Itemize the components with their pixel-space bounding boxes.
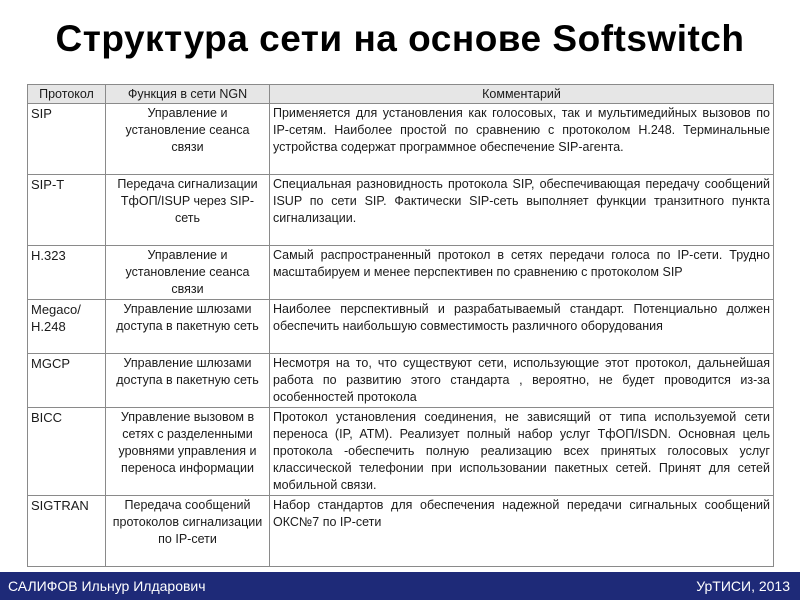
- comment-cell: Протокол установления соединения, не зависящий от типа используемой сети переноса (IP, ATM). Реализует полный набор услуг ТфОП/ISDN. Основная цель протокола -обеспечить полную реализацию всех принятых голосовых услуг классической телефонии при использовании пакетных сетей. Принят для сетей мобильной связи.: [270, 408, 774, 496]
- protocol-cell: SIP: [28, 104, 106, 175]
- footer-author: САЛИФОВ Ильнур Илдарович: [8, 578, 206, 594]
- header-function: Функция в сети NGN: [106, 85, 270, 104]
- protocol-cell: MGCP: [28, 354, 106, 408]
- table-row: [28, 300, 774, 354]
- table-row: [28, 354, 774, 408]
- table-row: [28, 104, 774, 175]
- table-row: [28, 246, 774, 300]
- protocol-cell: H.323: [28, 246, 106, 300]
- table-row: [28, 175, 774, 246]
- comment-cell: Специальная разновидность протокола SIP, обеспечивающая передачу сообщений ISUP по сети SIP. Фактически SIP-сеть выполняет функции транзитного пункта сигнализации.: [270, 175, 774, 246]
- function-cell: Передача сигнализации ТфОП/ISUP через SIP-сеть: [106, 175, 270, 246]
- header-protocol: Протокол: [28, 85, 106, 104]
- table-row: [28, 408, 774, 496]
- page-title: Структура сети на основе Softswitch: [55, 18, 745, 59]
- comment-cell: Набор стандартов для обеспечения надежной передачи сигнальных сообщений ОКС№7 по IP-сети: [270, 496, 774, 567]
- comment-cell: Применяется для установления как голосовых, так и мультимедийных вызовов по IP-сетям. Наиболее простой по сравнению с протоколом H.248. Терминальные устройства содержат программное обеспечение SIP-агента.: [270, 104, 774, 175]
- function-cell: Управление шлюзами доступа в пакетную сеть: [106, 354, 270, 408]
- comment-cell: Наиболее перспективный и разрабатываемый стандарт. Потенциально должен обеспечить наибольшую совместимость различного оборудования: [270, 300, 774, 354]
- function-cell: Управление и установление сеанса связи: [106, 104, 270, 175]
- function-cell: Управление и установление сеанса связи: [106, 246, 270, 300]
- header-comment: Комментарий: [270, 85, 774, 104]
- protocol-cell: SIP-T: [28, 175, 106, 246]
- function-cell: Передача сообщений протоколов сигнализации по IP-сети: [106, 496, 270, 567]
- protocol-cell: Megaco/ H.248: [28, 300, 106, 354]
- table-header-row: [28, 85, 774, 104]
- protocol-table: [27, 84, 774, 567]
- comment-cell: Несмотря на то, что существуют сети, использующие этот протокол, дальнейшая работа по развитию этого стандарта , вероятно, не будет проводится из-за особенностей протокола: [270, 354, 774, 408]
- comment-cell: Самый распространенный протокол в сетях передачи голоса по IP-сети. Трудно масштабируем и менее перспективен по сравнению с протоколом SIP: [270, 246, 774, 300]
- protocol-cell: SIGTRAN: [28, 496, 106, 567]
- protocol-cell: BICC: [28, 408, 106, 496]
- table-row: [28, 496, 774, 567]
- function-cell: Управление шлюзами доступа в пакетную сеть: [106, 300, 270, 354]
- footer-bar: [0, 572, 800, 600]
- function-cell: Управление вызовом в сетях с разделенными уровнями управления и переноса информации: [106, 408, 270, 496]
- footer-org-year: УрТИСИ, 2013: [696, 578, 790, 594]
